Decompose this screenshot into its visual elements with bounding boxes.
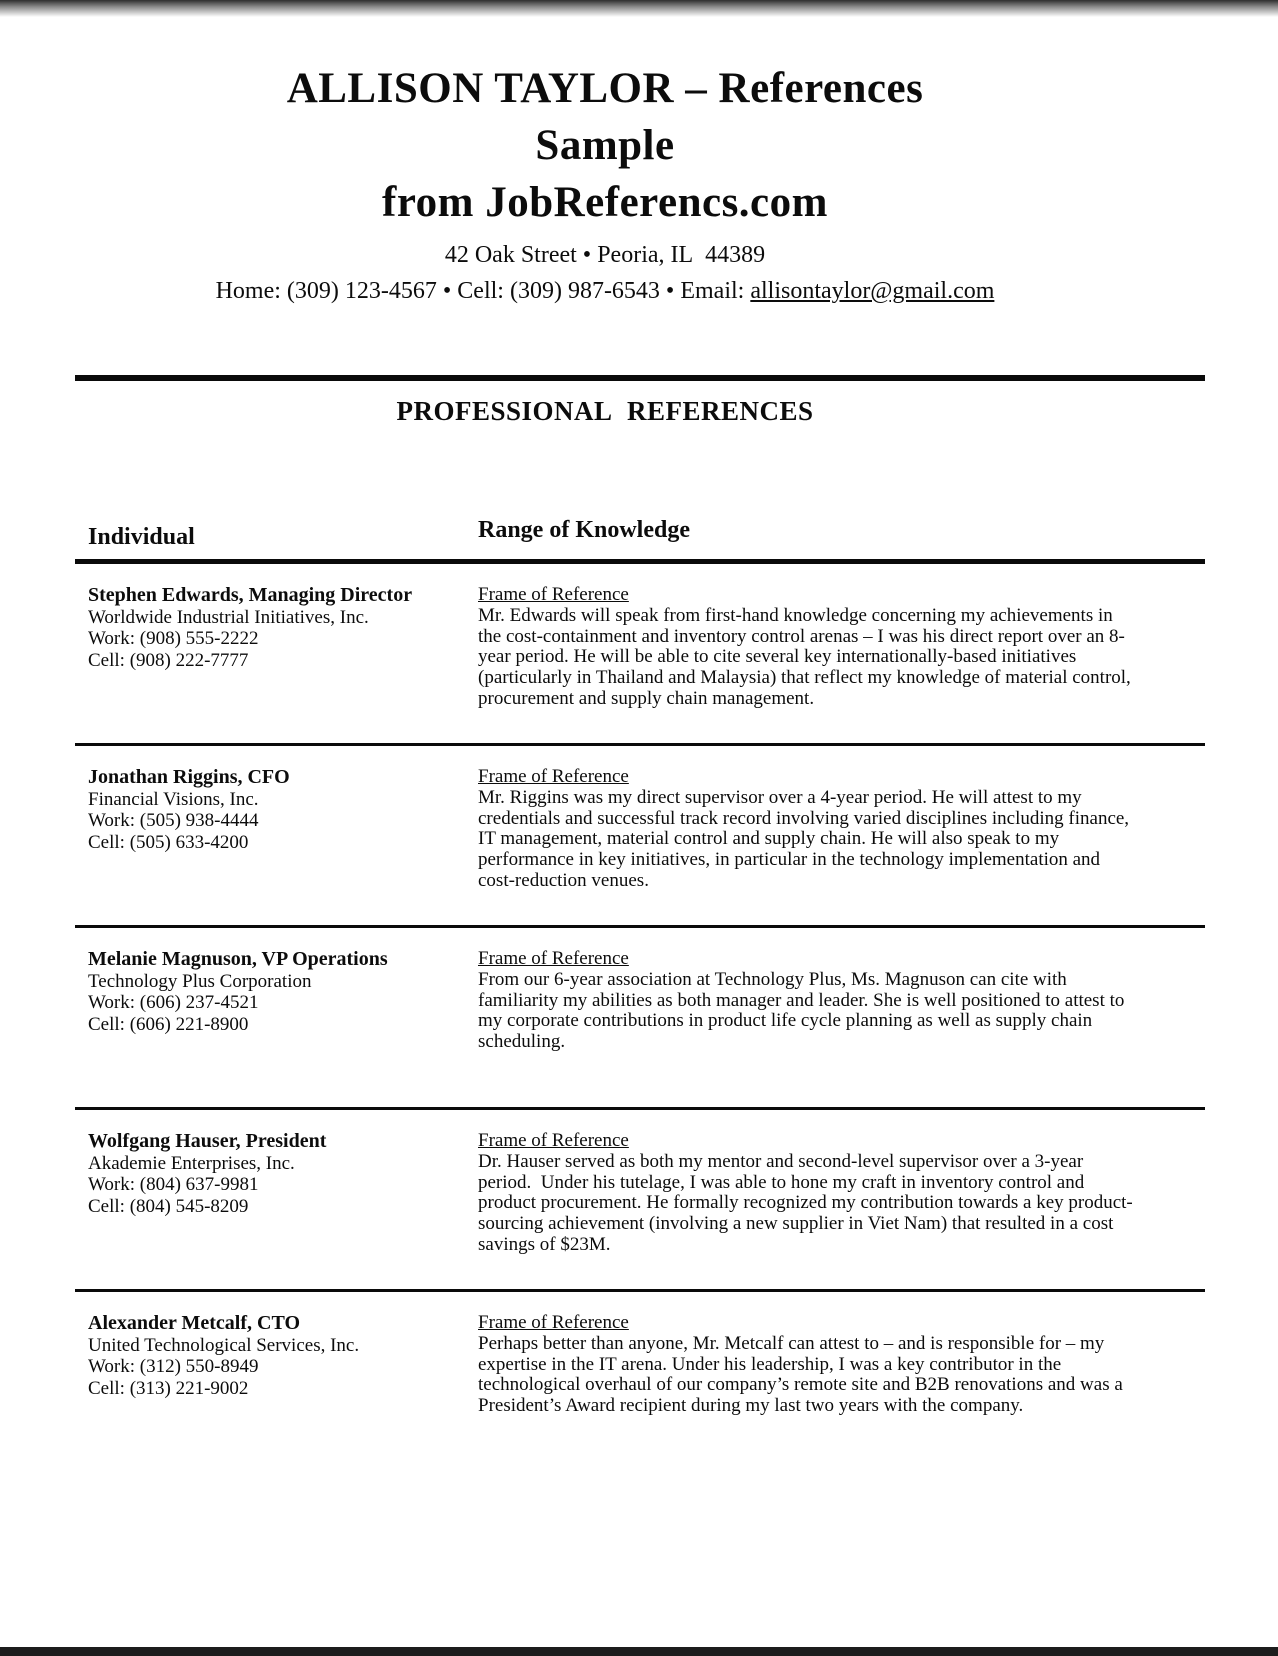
reference-cell-phone: Cell: (804) 545-8209 bbox=[88, 1195, 249, 1217]
reference-entry-wolfgang-hauser bbox=[75, 1110, 1205, 1289]
frame-of-reference-text: Mr. Riggins was my direct supervisor over a 4-year period. He will attest to my credentials and successful track record involving varied disciplines including finance, IT management, material control and supply chain. He will also speak to my performance in key initiatives, in particular in the technology implementation and cost-reduction venues. bbox=[478, 786, 1130, 891]
reference-work-phone: Work: (505) 938-4444 bbox=[88, 810, 259, 831]
frame-of-reference-text: Perhaps better than anyone, Mr. Metcalf can attest to – and is responsible for – my expertise in the IT arena. Under his leadership, I was a key contributor in the technological overhaul of our company’s remote site and B2B renovations and was a President’s Award recipient during my last two years with the company. bbox=[478, 1332, 1123, 1417]
reference-work-phone: Work: (312) 550-8949 bbox=[88, 1356, 259, 1377]
reference-cell-phone: Cell: (505) 633-4200 bbox=[88, 831, 249, 853]
reference-name: Jonathan Riggins, CFO bbox=[88, 766, 290, 788]
title-line-2: Sample bbox=[535, 122, 675, 169]
page-top-shadow bbox=[0, 0, 1278, 17]
frame-of-reference-label: Frame of Reference bbox=[478, 948, 629, 969]
section-title: PROFESSIONAL REFERENCES bbox=[396, 396, 814, 426]
reference-work-phone: Work: (804) 637-9981 bbox=[88, 1174, 259, 1195]
individual-details bbox=[75, 767, 478, 925]
reference-work-phone: Work: (908) 555-2222 bbox=[88, 628, 259, 649]
reference-company: United Technological Services, Inc. bbox=[88, 1334, 360, 1356]
page-bottom-bar bbox=[0, 1647, 1278, 1656]
range-of-knowledge bbox=[478, 767, 1133, 925]
reference-work-phone: Work: (606) 237-4521 bbox=[88, 992, 259, 1013]
reference-entry-melanie-magnuson bbox=[75, 928, 1205, 1107]
column-header-individual: Individual bbox=[88, 524, 195, 550]
document-header bbox=[0, 0, 1210, 305]
email-link[interactable]: allisontaylor@gmail.com bbox=[750, 278, 995, 304]
individual-details bbox=[75, 585, 478, 743]
reference-cell-phone: Cell: (606) 221-8900 bbox=[88, 1013, 249, 1035]
reference-company: Technology Plus Corporation bbox=[88, 970, 312, 992]
reference-company: Akademie Enterprises, Inc. bbox=[88, 1152, 295, 1174]
individual-details bbox=[75, 1313, 478, 1417]
contact-text: Home: (309) 123-4567 • Cell: (309) 987-6543 • Email: bbox=[215, 278, 751, 304]
frame-of-reference-text: Dr. Hauser served as both my mentor and second-level supervisor over a 3-year period. Under his tutelage, I was able to hone my craft in inventory control and product procurement. He formally recognized my contribution towards a key product-sourcing achievement (involving a new supplier in Viet Nam) that resulted in a cost savings of $23M. bbox=[478, 1150, 1133, 1255]
frame-of-reference-text: Mr. Edwards will speak from first-hand knowledge concerning my achievements in the cost-containment and inventory control arenas – I was his direct report over an 8-year period. He will be able to cite several key internationally-based initiatives (particularly in Thailand and Malaysia) that reflect my knowledge of material control, procurement and supply chain management. bbox=[478, 604, 1131, 709]
individual-details bbox=[75, 949, 478, 1107]
title-line-3: from JobReferencs.com bbox=[382, 179, 828, 226]
reference-name: Melanie Magnuson, VP Operations bbox=[88, 948, 388, 970]
reference-cell-phone: Cell: (313) 221-9002 bbox=[88, 1377, 249, 1399]
frame-of-reference-label: Frame of Reference bbox=[478, 584, 629, 605]
title-line-1: ALLISON TAYLOR – References bbox=[286, 65, 924, 112]
range-of-knowledge bbox=[478, 1131, 1133, 1289]
reference-name: Stephen Edwards, Managing Director bbox=[88, 584, 413, 606]
reference-name: Alexander Metcalf, CTO bbox=[88, 1312, 301, 1334]
header-divider bbox=[75, 375, 1205, 381]
frame-of-reference-text: From our 6-year association at Technology Plus, Ms. Magnuson can cite with familiarity my abilities as both manager and leader. She is well positioned to attest to my corporate contributions in product life cycle planning as well as supply chain scheduling. bbox=[478, 968, 1125, 1053]
reference-company: Financial Visions, Inc. bbox=[88, 788, 259, 810]
frame-of-reference-label: Frame of Reference bbox=[478, 766, 629, 787]
reference-entry-stephen-edwards bbox=[75, 564, 1205, 743]
frame-of-reference-label: Frame of Reference bbox=[478, 1130, 629, 1151]
range-of-knowledge bbox=[478, 1313, 1133, 1417]
references-table bbox=[0, 517, 1278, 1417]
frame-of-reference-label: Frame of Reference bbox=[478, 1312, 629, 1333]
range-of-knowledge bbox=[478, 949, 1133, 1107]
contact-line bbox=[0, 278, 1210, 305]
table-header-row bbox=[75, 517, 1205, 550]
reference-cell-phone: Cell: (908) 222-7777 bbox=[88, 649, 249, 671]
reference-entry-alexander-metcalf bbox=[75, 1292, 1205, 1417]
reference-entry-jonathan-riggins bbox=[75, 746, 1205, 925]
range-of-knowledge bbox=[478, 585, 1133, 743]
individual-details bbox=[75, 1131, 478, 1289]
reference-name: Wolfgang Hauser, President bbox=[88, 1130, 327, 1152]
address-line: 42 Oak Street • Peoria, IL 44389 bbox=[444, 242, 766, 268]
reference-company: Worldwide Industrial Initiatives, Inc. bbox=[88, 606, 369, 628]
document-title bbox=[0, 60, 1210, 231]
column-header-range-of-knowledge: Range of Knowledge bbox=[478, 517, 690, 543]
